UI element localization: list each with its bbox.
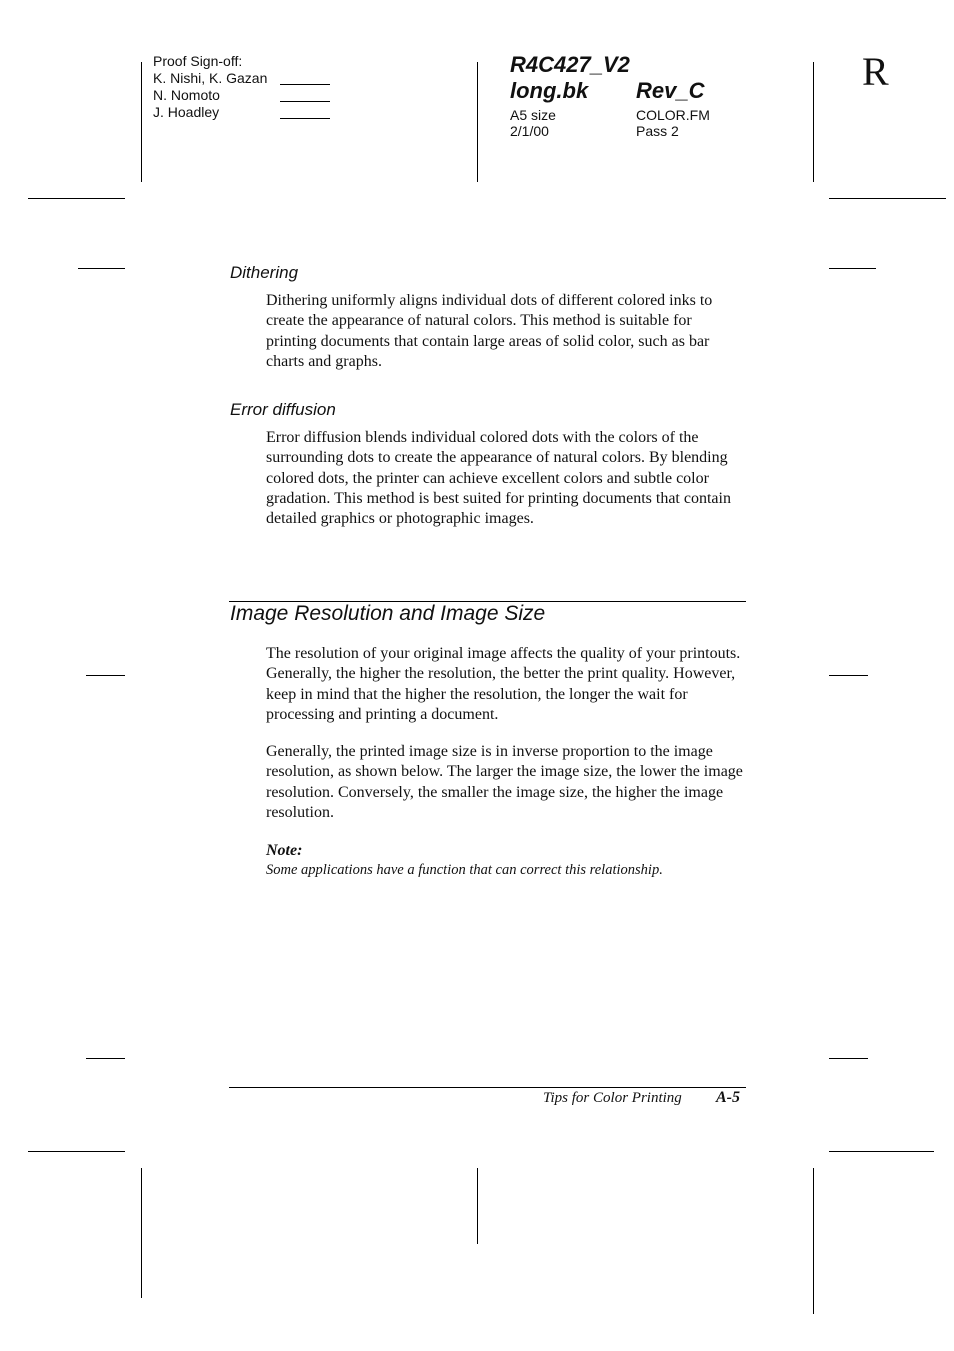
- signature-blank: [280, 84, 330, 85]
- crop-mark: [813, 1168, 814, 1314]
- crop-mark: [78, 268, 125, 269]
- file-code: R4C427_V2: [510, 52, 630, 77]
- proof-signoff-line: [153, 70, 267, 87]
- crop-mark: [829, 268, 876, 269]
- proof-signoff-title: Proof Sign-off:: [153, 53, 243, 69]
- file-name: COLOR.FM: [636, 107, 710, 123]
- corner-letter: R: [862, 49, 889, 94]
- pass-number: Pass 2: [636, 123, 679, 139]
- crop-mark: [141, 1168, 142, 1298]
- dithering-heading: Dithering: [230, 263, 299, 282]
- crop-mark: [477, 62, 478, 182]
- page-size: A5 size: [510, 107, 556, 123]
- image-resolution-paragraph-2: Generally, the printed image size is in inverse proportion to the image resolution, as shown below. The larger the image size, the lower the image resolution. Conversely, the smaller the image size, the higher the image resolution.: [266, 743, 743, 821]
- crop-mark: [829, 1151, 934, 1152]
- page-number: A-5: [716, 1089, 740, 1106]
- proof-signoff-name: K. Nishi, K. Gazan: [153, 70, 268, 86]
- signature-blank: [280, 101, 330, 102]
- dithering-paragraph: Dithering uniformly aligns individual dots of different colored inks to create the appearance of natural colors. This method is suitable for printing documents that contain large areas of solid color, such as bar charts and graphs.: [266, 292, 713, 370]
- crop-mark: [141, 62, 142, 182]
- revision: Rev_C: [636, 78, 705, 103]
- error-diffusion-heading: Error diffusion: [230, 400, 336, 419]
- crop-mark: [86, 1058, 125, 1059]
- footer-rule: [229, 1087, 746, 1088]
- crop-mark: [829, 198, 946, 199]
- image-resolution-heading: Image Resolution and Image Size: [230, 602, 546, 625]
- signature-blank: [280, 118, 330, 119]
- proof-signoff-line: [153, 87, 267, 104]
- proof-date: 2/1/00: [510, 123, 549, 139]
- footer-title: Tips for Color Printing: [543, 1090, 682, 1106]
- crop-mark: [28, 1151, 125, 1152]
- crop-mark: [829, 675, 868, 676]
- book-name: long.bk: [510, 78, 589, 103]
- crop-mark: [477, 1168, 478, 1244]
- proof-signoff-name: J. Hoadley: [153, 104, 220, 120]
- crop-mark: [829, 1058, 868, 1059]
- proof-signoff-name: N. Nomoto: [153, 87, 220, 103]
- note-title: Note:: [266, 842, 303, 859]
- note-text: Some applications have a function that can correct this relationship.: [266, 862, 663, 878]
- crop-mark: [813, 62, 814, 182]
- crop-mark: [28, 198, 125, 199]
- error-diffusion-paragraph: Error diffusion blends individual colored dots with the colors of the surrounding dots to create the appearance of natural colors. By blending colored dots, the printer can achieve excellent colors and subtle color gradation. This method is best suited for printing documents that contain detailed graphics or photographic images.: [266, 429, 731, 528]
- crop-mark: [86, 675, 125, 676]
- proof-signoff: [153, 53, 267, 121]
- image-resolution-paragraph-1: The resolution of your original image affects the quality of your printouts. Generally, the higher the resolution, the better the print quality. However, keep in mind that the higher the resolution, the longer the wait for processing and printing a document.: [266, 645, 741, 723]
- proof-signoff-line: [153, 104, 267, 121]
